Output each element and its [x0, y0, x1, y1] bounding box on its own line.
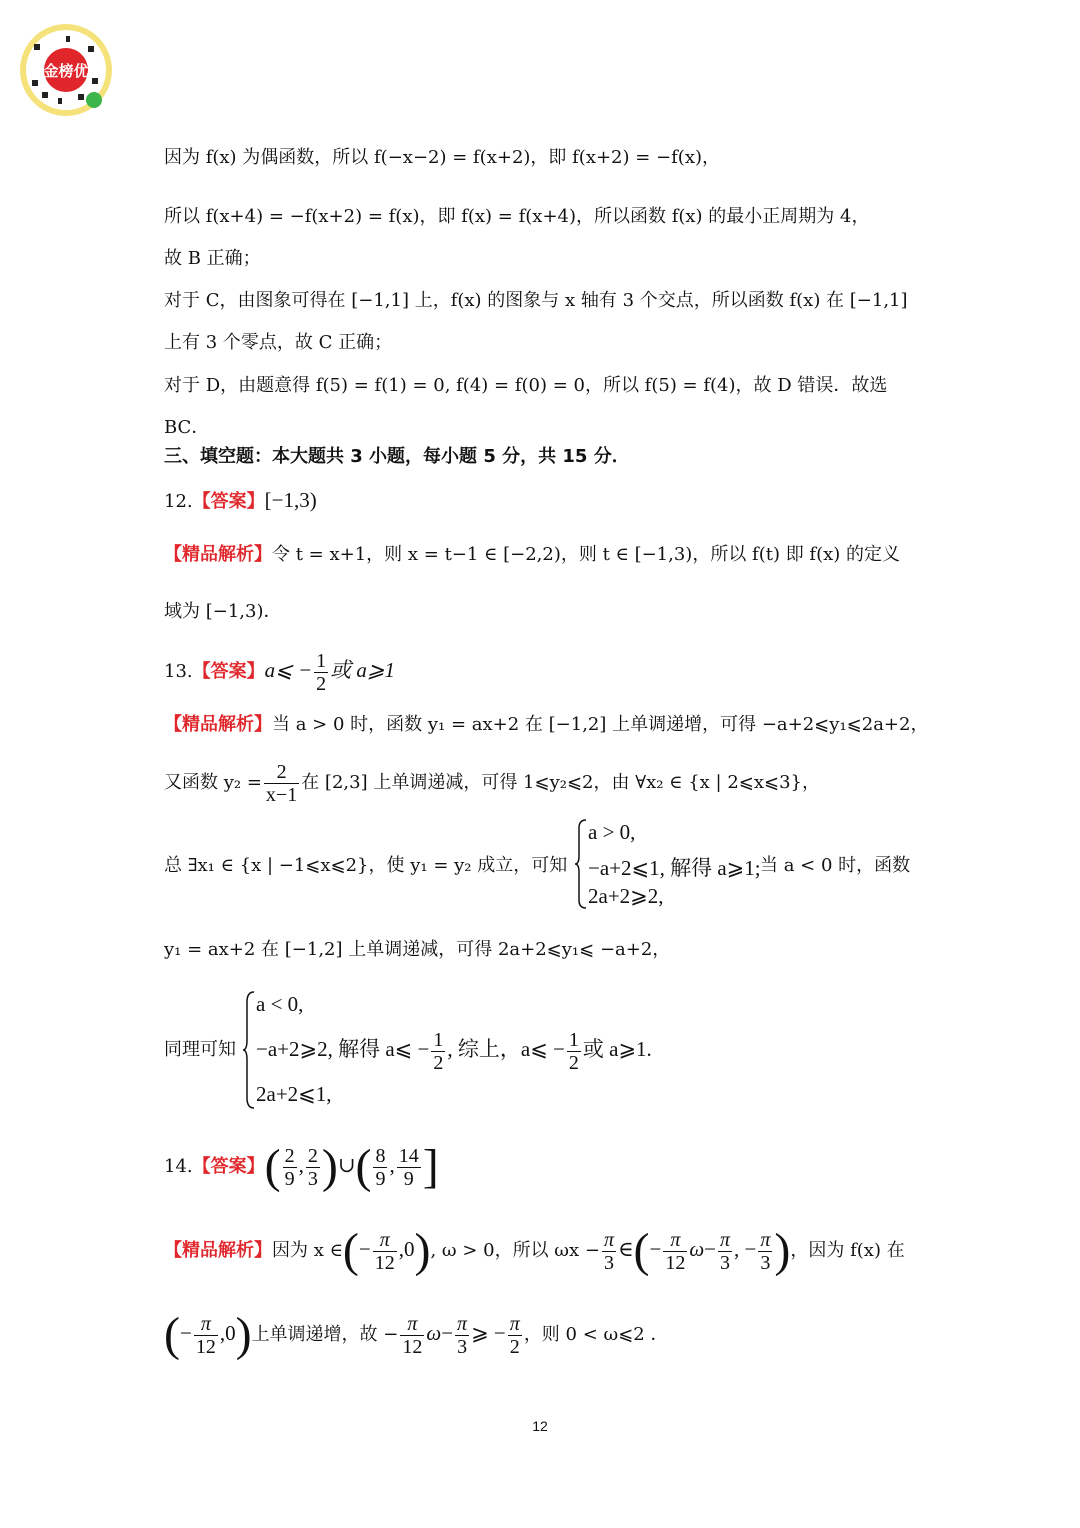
sys2-line-1: a < 0,: [256, 992, 304, 1016]
q14-a1-pre: 因为 x ∈: [272, 1240, 343, 1261]
q13-a2-pre: 又函数 y₂ =: [164, 772, 262, 793]
q13-a2-post: 在 [2,3] 上单调递减，可得 1⩽y₂⩽2，由 ∀x₂ ∈ {x | 2⩽x⩽3}，: [301, 772, 820, 793]
fraction-8-9: $\frac{8}{9}$: [375, 1144, 386, 1190]
q14-a2-mid: 上单调递增，故 −: [251, 1324, 399, 1345]
fraction-pi-12: $\frac{\pi}{12}$: [195, 1312, 216, 1358]
sys2-summary: , 综上，a⩽ −: [447, 1037, 565, 1061]
analysis-tag: 【精品解析】: [164, 544, 272, 565]
q14-a2-post: ，则 0 < ω⩽2 ．: [523, 1324, 669, 1345]
q14-analysis-line-1: 【精品解析】因为 x ∈(− $\frac{\pi}{12}$ ,0), ω > 0，所以 ωx − $\frac{\pi}{3}$ ∈(− $\frac{\pi}{12}$ ω− $\frac{\pi}{3}$ , − $\frac{\pi}{3}$ )，因为 f(x) 在: [164, 1224, 905, 1277]
q13-analysis-line-3-post: 当 a < 0 时，函数: [760, 855, 911, 876]
q12-answer: [−1,3): [264, 488, 317, 512]
q12-answer-line: [164, 486, 317, 516]
q13-answer-pre: a⩽ −: [264, 658, 313, 682]
fraction-2-over-x-minus-1: $\frac{2}{x-1}$: [265, 760, 298, 806]
q12-analysis-text: 令 t = x+1，则 x = t−1 ∈ [−2,2)，则 t ∈ [−1,3)，所以 f(t) 即 f(x) 的定义: [272, 544, 901, 565]
fraction-one-half: $\frac{1}{2}$: [316, 649, 327, 695]
answer-tag: 【答案】: [192, 1156, 265, 1177]
fraction-pi-2: $\frac{\pi}{2}$: [509, 1312, 520, 1358]
section-heading: 三、填空题：本大题共 3 小题，每小题 5 分，共 15 分．: [164, 446, 630, 467]
analysis-tag: 【精品解析】: [164, 1240, 272, 1261]
q13-answer-post: 或 a⩾1: [330, 658, 396, 682]
fraction-pi-3: $\frac{\pi}{3}$: [760, 1228, 771, 1274]
fraction-pi-12: $\frac{\pi}{12}$: [374, 1228, 395, 1274]
q14-a1-post: ，因为 f(x) 在: [790, 1240, 905, 1261]
text-line-5: 上有 3 个零点，故 C 正确；: [164, 332, 393, 353]
sys1-line-3: 2a+2⩾2,: [588, 884, 664, 908]
fraction-one-half: $\frac{1}{2}$: [433, 1028, 444, 1074]
q12-analysis-line-1: [164, 541, 900, 569]
q13-analysis-text-1: 当 a > 0 时，函数 y₁ = ax+2 在 [−1,2] 上单调递增，可得 −a+2⩽y₁⩽2a+2，: [272, 714, 929, 735]
sys2-line-3: 2a+2⩽1,: [256, 1082, 332, 1106]
sys1-line-1: a > 0,: [588, 820, 636, 844]
text-line-7: BC．: [164, 417, 210, 438]
q13-answer-line: [164, 648, 395, 695]
q14-number: 14.: [164, 1156, 193, 1177]
fraction-pi-12: $\frac{\pi}{12}$: [402, 1312, 423, 1358]
text-line-2: 所以 f(x+4) = −f(x+2) = f(x)，即 f(x) = f(x+4)，所以函数 f(x) 的最小正周期为 4，: [164, 206, 870, 227]
q14-a1-mid: , ω > 0，所以 ωx −: [430, 1240, 600, 1261]
text-line-1: 因为 f(x) 为偶函数，所以 f(−x−2) = f(x+2)，即 f(x+2) = −f(x)，: [164, 147, 720, 168]
fraction-2-3: $\frac{2}{3}$: [307, 1144, 318, 1190]
fraction-pi-3: $\frac{\pi}{3}$: [720, 1228, 731, 1274]
text-line-4: 对于 C，由图象可得在 [−1,1] 上，f(x) 的图象与 x 轴有 3 个交点，所以函数 f(x) 在 [−1,1]: [164, 290, 908, 311]
logo-text: 金榜优: [43, 62, 89, 80]
fraction-2-9: $\frac{2}{9}$: [284, 1144, 295, 1190]
left-brace-2: [242, 990, 256, 1110]
answer-tag: 【答案】: [192, 491, 265, 512]
text-line-6: 对于 D，由题意得 f(5) = f(1) = 0, f(4) = f(0) = 0，所以 f(5) = f(4)，故 D 错误．故选: [164, 375, 888, 396]
analysis-tag: 【精品解析】: [164, 714, 272, 735]
fraction-14-9: $\frac{14}{9}$: [398, 1144, 419, 1190]
q13-analysis-line-1: [164, 711, 928, 739]
fraction-pi-3: $\frac{\pi}{3}$: [603, 1228, 614, 1274]
q13-analysis-line-4: y₁ = ax+2 在 [−1,2] 上单调递减，可得 2a+2⩽y₁⩽ −a+2，: [164, 939, 671, 960]
left-brace-1: [574, 818, 588, 910]
q13-analysis-line-5-pre: 同理可知: [164, 1039, 236, 1060]
q13-analysis-line-2: [164, 758, 820, 808]
sys2-end: 或 a⩾1.: [582, 1037, 652, 1061]
q13-number: 13.: [164, 661, 193, 682]
logo: [18, 22, 114, 118]
answer-tag: 【答案】: [192, 661, 265, 682]
q12-analysis-line-2: 域为 [−1,3)．: [164, 601, 282, 622]
page-number: 12: [532, 1418, 548, 1434]
q12-number: 12.: [164, 491, 193, 512]
q13-analysis-line-3: 总 ∃x₁ ∈ {x | −1⩽x⩽2}，使 y₁ = y₂ 成立，可知: [164, 855, 568, 876]
sys2-line-2-text: −a+2⩾2, 解得 a⩽ −: [256, 1037, 430, 1061]
fraction-pi-12: $\frac{\pi}{12}$: [665, 1228, 686, 1274]
q14-answer-line: 14.【答案】( $\frac{2}{9}$ , $\frac{2}{3}$ )∪( $\frac{8}{9}$ , $\frac{14}{9}$ ]: [164, 1140, 439, 1193]
fraction-one-half: $\frac{1}{2}$: [568, 1028, 579, 1074]
text-line-3: 故 B 正确；: [164, 248, 261, 269]
sys2-line-2: [256, 1024, 652, 1074]
q14-analysis-line-2: (− $\frac{\pi}{12}$ ,0)上单调递增，故 − $\frac{\pi}{12}$ ω− $\frac{\pi}{3}$ ⩾ − $\frac{\pi}{2}$ ，则 0 < ω⩽2 ．: [164, 1308, 669, 1361]
fraction-pi-3: $\frac{\pi}{3}$: [457, 1312, 468, 1358]
sys1-line-2: −a+2⩽1, 解得 a⩾1;: [588, 856, 761, 880]
